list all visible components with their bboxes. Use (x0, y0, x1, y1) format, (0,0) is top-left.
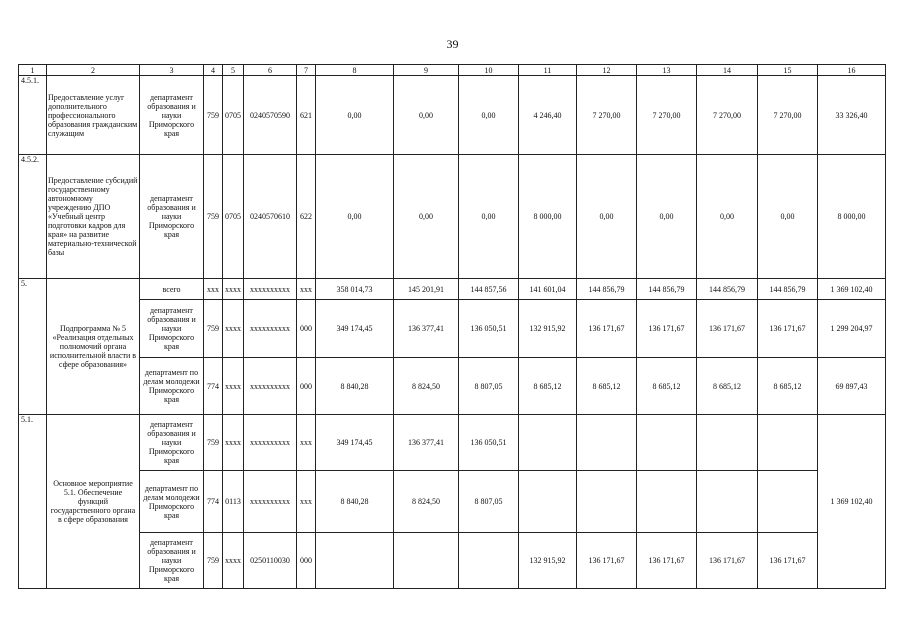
amount-cell: 8 685,12 (697, 358, 758, 415)
amount-cell: 8 807,05 (459, 358, 519, 415)
empty-cell (637, 471, 697, 533)
cell-grbs: 759 (204, 415, 223, 471)
budget-table (18, 64, 886, 589)
amount-cell: 144 856,79 (697, 279, 758, 300)
amount-cell: 0,00 (316, 155, 394, 279)
amount-cell: 0,00 (577, 155, 637, 279)
header-row (19, 65, 886, 76)
amount-cell: 136 171,67 (577, 300, 637, 358)
col-header: 6 (244, 65, 297, 76)
amount-cell: 136 171,67 (697, 533, 758, 589)
cell-grbs: 774 (204, 358, 223, 415)
col-header: 7 (297, 65, 316, 76)
activity-name: Предоставление субсидий государственному автономному учреждению ДПО «Учебный центр подготовки кадров для края» на развитие материально-технической базы (47, 155, 140, 279)
cell-section: 0705 (223, 76, 244, 155)
amount-cell: 1 299 204,97 (818, 300, 886, 358)
empty-cell (697, 415, 758, 471)
amount-cell: 7 270,00 (577, 76, 637, 155)
amount-cell: 132 915,92 (519, 300, 577, 358)
col-header: 14 (697, 65, 758, 76)
executor: всего (140, 279, 204, 300)
cell-grbs: xxx (204, 279, 223, 300)
table-row (19, 76, 886, 155)
amount-cell: 136 050,51 (459, 300, 519, 358)
amount-cell: 136 171,67 (697, 300, 758, 358)
amount-cell: 136 171,67 (758, 533, 818, 589)
row-number: 5. (19, 279, 47, 415)
cell-type: 622 (297, 155, 316, 279)
amount-cell: 7 270,00 (697, 76, 758, 155)
empty-cell (758, 471, 818, 533)
empty-cell (519, 471, 577, 533)
empty-cell (394, 533, 459, 589)
amount-cell: 144 856,79 (637, 279, 697, 300)
empty-cell (577, 415, 637, 471)
cell-grbs: 774 (204, 471, 223, 533)
amount-cell: 0,00 (316, 76, 394, 155)
amount-cell: 8 840,28 (316, 471, 394, 533)
table-row (19, 155, 886, 279)
col-header: 11 (519, 65, 577, 76)
empty-cell (577, 471, 637, 533)
col-header: 16 (818, 65, 886, 76)
col-header: 13 (637, 65, 697, 76)
amount-cell: 8 000,00 (519, 155, 577, 279)
cell-section: xxxx (223, 279, 244, 300)
activity-name: Предоставление услуг дополнительного профессионального образования гражданским служащим (47, 76, 140, 155)
cell-type: xxx (297, 279, 316, 300)
amount-cell: 8 824,50 (394, 471, 459, 533)
amount-cell: 136 171,67 (637, 533, 697, 589)
amount-cell: 136 377,41 (394, 300, 459, 358)
row-number: 5.1. (19, 415, 47, 589)
empty-cell (519, 415, 577, 471)
col-header: 3 (140, 65, 204, 76)
executor: департамент образования и науки Приморского края (140, 300, 204, 358)
row-number: 4.5.2. (19, 155, 47, 279)
amount-cell: 349 174,45 (316, 300, 394, 358)
table-row (19, 279, 886, 300)
amount-cell: 144 857,56 (459, 279, 519, 300)
table-row (19, 415, 886, 471)
empty-cell (637, 415, 697, 471)
col-header: 9 (394, 65, 459, 76)
amount-cell: 69 897,43 (818, 358, 886, 415)
col-header: 5 (223, 65, 244, 76)
col-header: 15 (758, 65, 818, 76)
table-row (19, 471, 886, 533)
amount-cell: 7 270,00 (637, 76, 697, 155)
amount-cell: 0,00 (758, 155, 818, 279)
cell-section: xxxx (223, 415, 244, 471)
table-row (19, 533, 886, 589)
executor: департамент по делам молодежи Приморского края (140, 471, 204, 533)
cell-section: xxxx (223, 300, 244, 358)
cell-type: 000 (297, 533, 316, 589)
amount-cell: 8 685,12 (758, 358, 818, 415)
amount-cell: 0,00 (394, 155, 459, 279)
cell-section: xxxx (223, 358, 244, 415)
amount-cell: 8 000,00 (818, 155, 886, 279)
amount-cell: 8 824,50 (394, 358, 459, 415)
amount-cell: 1 369 102,40 (818, 279, 886, 300)
amount-cell: 0,00 (394, 76, 459, 155)
amount-cell: 33 326,40 (818, 76, 886, 155)
amount-cell: 358 014,73 (316, 279, 394, 300)
cell-target: xxxxxxxxxx (244, 358, 297, 415)
amount-cell: 8 685,12 (519, 358, 577, 415)
amount-cell: 8 840,28 (316, 358, 394, 415)
executor: департамент по делам молодежи Приморского края (140, 358, 204, 415)
amount-cell: 0,00 (459, 155, 519, 279)
cell-target: 0240570590 (244, 76, 297, 155)
cell-type: 000 (297, 300, 316, 358)
amount-cell: 349 174,45 (316, 415, 394, 471)
amount-cell: 0,00 (697, 155, 758, 279)
cell-target: xxxxxxxxxx (244, 415, 297, 471)
cell-type: 000 (297, 358, 316, 415)
empty-cell (758, 415, 818, 471)
executor: департамент образования и науки Приморского края (140, 155, 204, 279)
activity-name: Основное мероприятие 5.1. Обеспечение функций государственного органа в сфере образования (47, 415, 140, 589)
empty-cell (697, 471, 758, 533)
cell-grbs: 759 (204, 300, 223, 358)
amount-cell: 8 807,05 (459, 471, 519, 533)
amount-cell: 145 201,91 (394, 279, 459, 300)
amount-cell: 136 171,67 (577, 533, 637, 589)
amount-cell: 4 246,40 (519, 76, 577, 155)
col-header: 2 (47, 65, 140, 76)
amount-cell: 7 270,00 (758, 76, 818, 155)
cell-target: xxxxxxxxxx (244, 279, 297, 300)
amount-cell: 144 856,79 (758, 279, 818, 300)
executor: департамент образования и науки Приморского края (140, 415, 204, 471)
col-header: 12 (577, 65, 637, 76)
amount-cell: 132 915,92 (519, 533, 577, 589)
executor: департамент образования и науки Приморского края (140, 533, 204, 589)
amount-cell: 8 685,12 (577, 358, 637, 415)
empty-cell (459, 533, 519, 589)
col-header: 1 (19, 65, 47, 76)
amount-cell: 141 601,04 (519, 279, 577, 300)
amount-cell: 0,00 (459, 76, 519, 155)
amount-cell: 144 856,79 (577, 279, 637, 300)
cell-type: xxx (297, 471, 316, 533)
cell-grbs: 759 (204, 155, 223, 279)
cell-section: xxxx (223, 533, 244, 589)
subprogram-name: Подпрограмма № 5 «Реализация отдельных полномочий органа исполнительной власти в сфере образования» (47, 279, 140, 415)
amount-cell: 136 171,67 (637, 300, 697, 358)
cell-target: 0240570610 (244, 155, 297, 279)
page-number: 39 (446, 37, 459, 51)
amount-cell: 136 377,41 (394, 415, 459, 471)
cell-type: 621 (297, 76, 316, 155)
amount-cell: 1 369 102,40 (818, 415, 886, 589)
cell-grbs: 759 (204, 533, 223, 589)
row-number: 4.5.1. (19, 76, 47, 155)
cell-section: 0705 (223, 155, 244, 279)
cell-section: 0113 (223, 471, 244, 533)
col-header: 8 (316, 65, 394, 76)
empty-cell (316, 533, 394, 589)
cell-type: xxx (297, 415, 316, 471)
executor: департамент образования и науки Приморского края (140, 76, 204, 155)
amount-cell: 0,00 (637, 155, 697, 279)
col-header: 10 (459, 65, 519, 76)
cell-target: 0250110030 (244, 533, 297, 589)
cell-target: xxxxxxxxxx (244, 300, 297, 358)
cell-target: xxxxxxxxxx (244, 471, 297, 533)
cell-grbs: 759 (204, 76, 223, 155)
table-row (19, 358, 886, 415)
col-header: 4 (204, 65, 223, 76)
amount-cell: 8 685,12 (637, 358, 697, 415)
amount-cell: 136 171,67 (758, 300, 818, 358)
table-row (19, 300, 886, 358)
amount-cell: 136 050,51 (459, 415, 519, 471)
